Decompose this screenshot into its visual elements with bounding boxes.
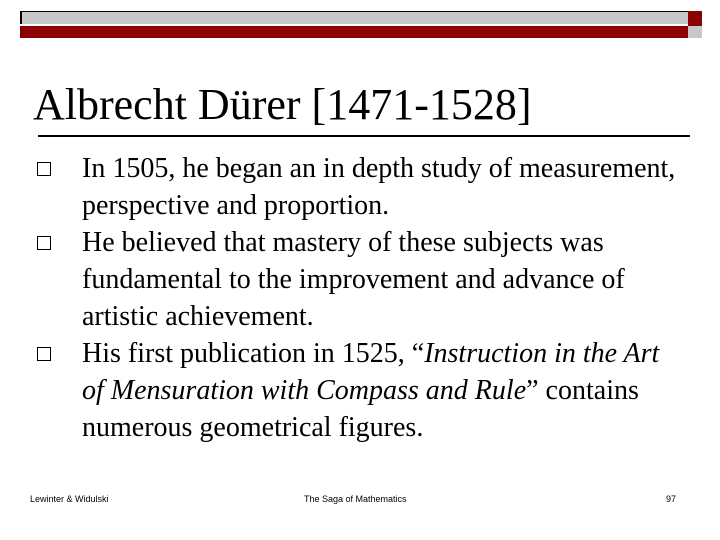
bullet-item (36, 224, 686, 335)
book-title: Instruction in the Art of Mensuration with Compass and Rule (82, 338, 660, 406)
bullet-text: In 1505, he began an in depth study of measurement, perspective and proportion. (82, 153, 676, 221)
bullet-list (36, 150, 686, 446)
title-underline (38, 135, 690, 137)
header-gray-band (20, 11, 688, 24)
hollow-square-icon (37, 162, 51, 176)
header-corner-gray-square (688, 26, 702, 38)
bullet-text-end: ” contains numerous geometrical figures. (82, 375, 639, 443)
bullet-item (36, 150, 686, 224)
hollow-square-icon (37, 347, 51, 361)
bullet-text-start: His first publication in 1525, “ (82, 338, 425, 369)
slide-title: Albrecht Dürer [1471-1528] (33, 80, 532, 129)
footer-title: The Saga of Mathematics (304, 494, 407, 504)
footer-authors: Lewinter & Widulski (30, 494, 109, 504)
header-corner-red-square (688, 11, 702, 26)
bullet-text: He believed that mastery of these subjects was fundamental to the improvement and advance of artistic achievement. (82, 227, 625, 332)
bullet-item (36, 335, 686, 446)
header-red-band (20, 26, 688, 38)
page-number: 97 (666, 494, 677, 504)
hollow-square-icon (37, 236, 51, 250)
